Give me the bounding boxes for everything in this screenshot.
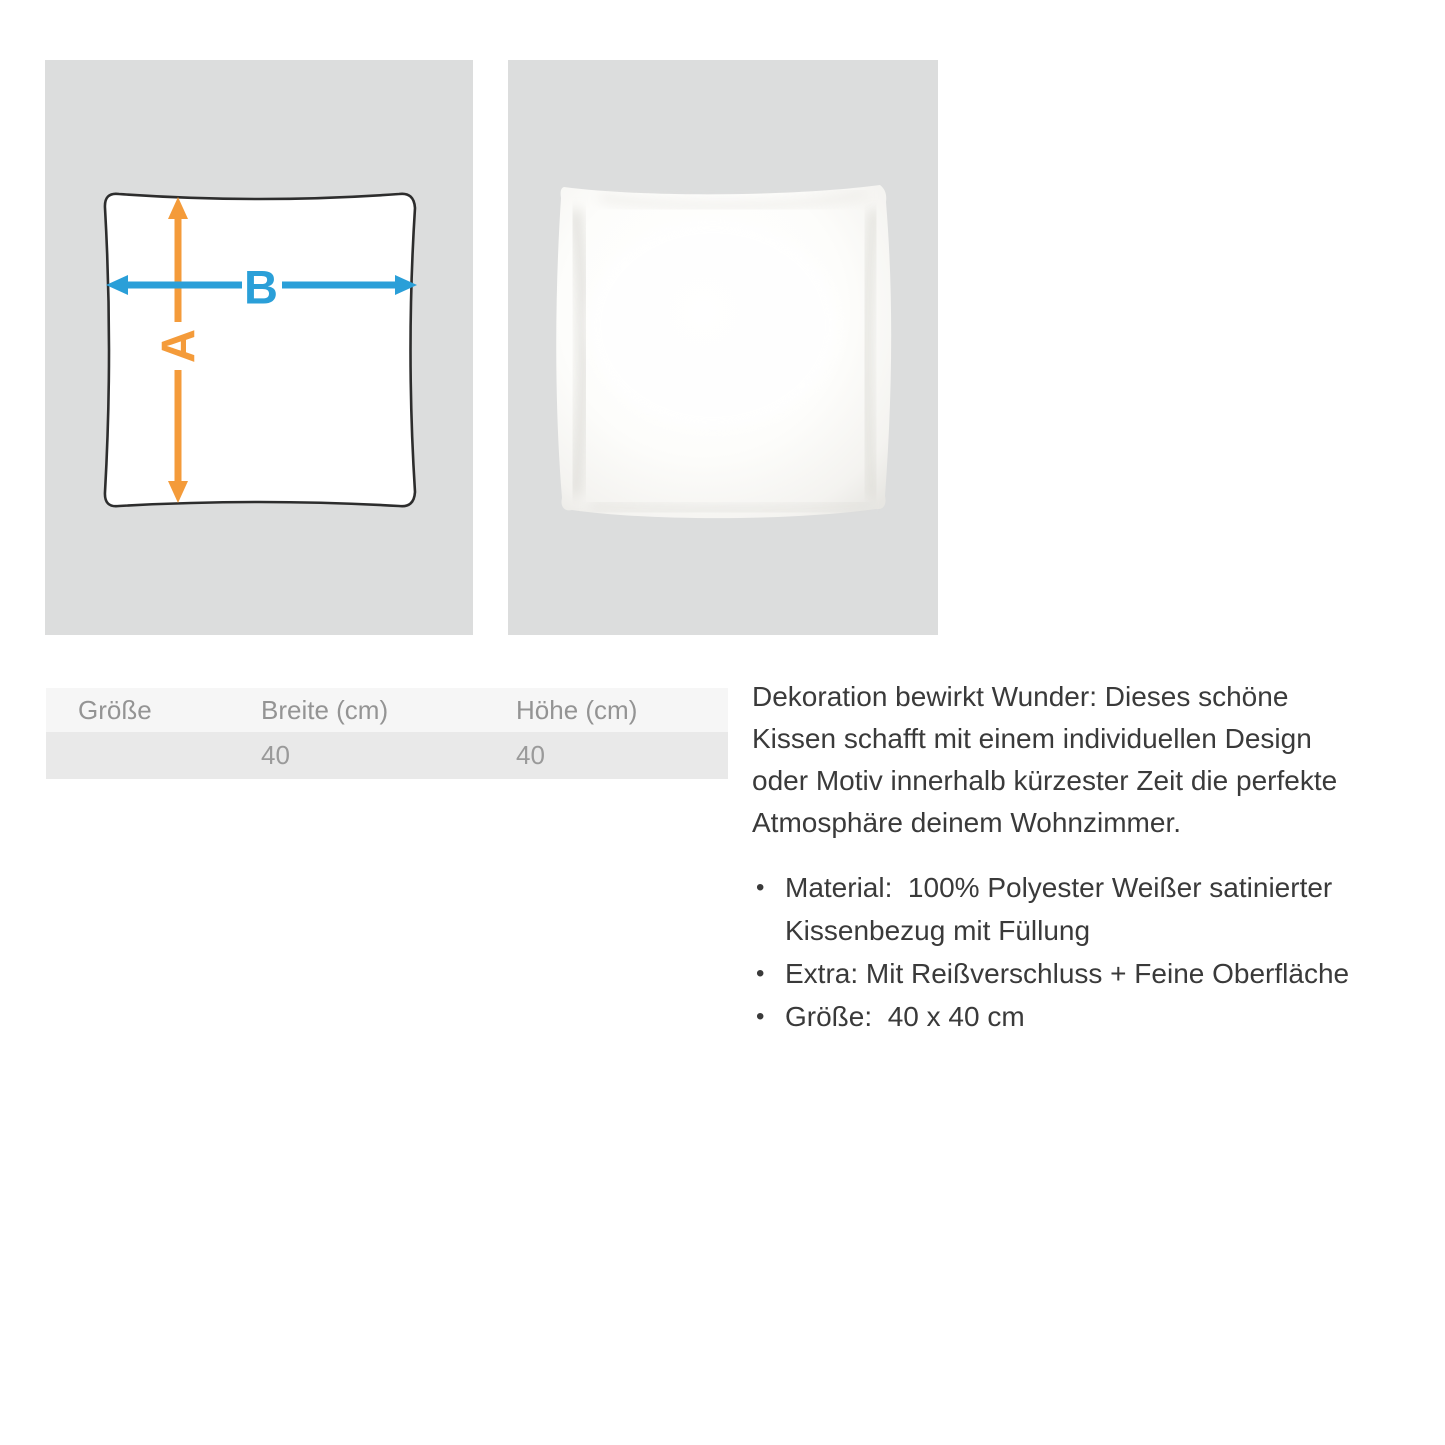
- list-item-line: Extra: Mit Reißverschluss + Feine Oberfläche: [785, 958, 1350, 989]
- product-photo-panel: [508, 60, 938, 635]
- list-item-line: Größe: 40 x 40 cm: [785, 1001, 1025, 1032]
- list-item-size: [752, 995, 1424, 1038]
- paragraph-line: Atmosphäre deinem Wohnzimmer.: [752, 807, 1181, 838]
- size-table-header-row: [46, 688, 728, 732]
- width-arrow-label: B: [244, 260, 278, 314]
- list-item-material: [752, 866, 1424, 952]
- height-arrow-label: A: [151, 329, 205, 363]
- list-item-line: Kissenbezug mit Füllung: [785, 915, 1091, 946]
- feature-list: [752, 866, 1424, 1038]
- cell-height: 40: [516, 740, 545, 770]
- column-header-width: Breite (cm): [261, 694, 389, 725]
- paragraph-line: oder Motiv innerhalb kürzester Zeit die perfekte: [752, 765, 1338, 796]
- size-diagram-panel: [45, 60, 473, 635]
- product-description: [752, 676, 1424, 1038]
- paragraph-line: Kissen schafft mit einem individuellen Design: [752, 723, 1312, 754]
- cell-width: 40: [261, 740, 290, 770]
- pillow-photo: [508, 60, 938, 635]
- size-diagram: [45, 60, 473, 635]
- column-header-height: Höhe (cm): [516, 694, 638, 725]
- description-paragraph: [752, 676, 1424, 844]
- paragraph-line: Dekoration bewirkt Wunder: Dieses schöne: [752, 681, 1289, 712]
- list-item-line: Material: 100% Polyester Weißer satinierter: [785, 872, 1333, 903]
- bullet-icon: •: [756, 874, 765, 901]
- bullet-icon: •: [756, 1003, 765, 1030]
- size-table: [46, 688, 728, 779]
- table-row: [46, 732, 728, 779]
- bullet-icon: •: [756, 960, 765, 987]
- column-header-size: Größe: [78, 694, 152, 725]
- list-item-extra: [752, 952, 1424, 995]
